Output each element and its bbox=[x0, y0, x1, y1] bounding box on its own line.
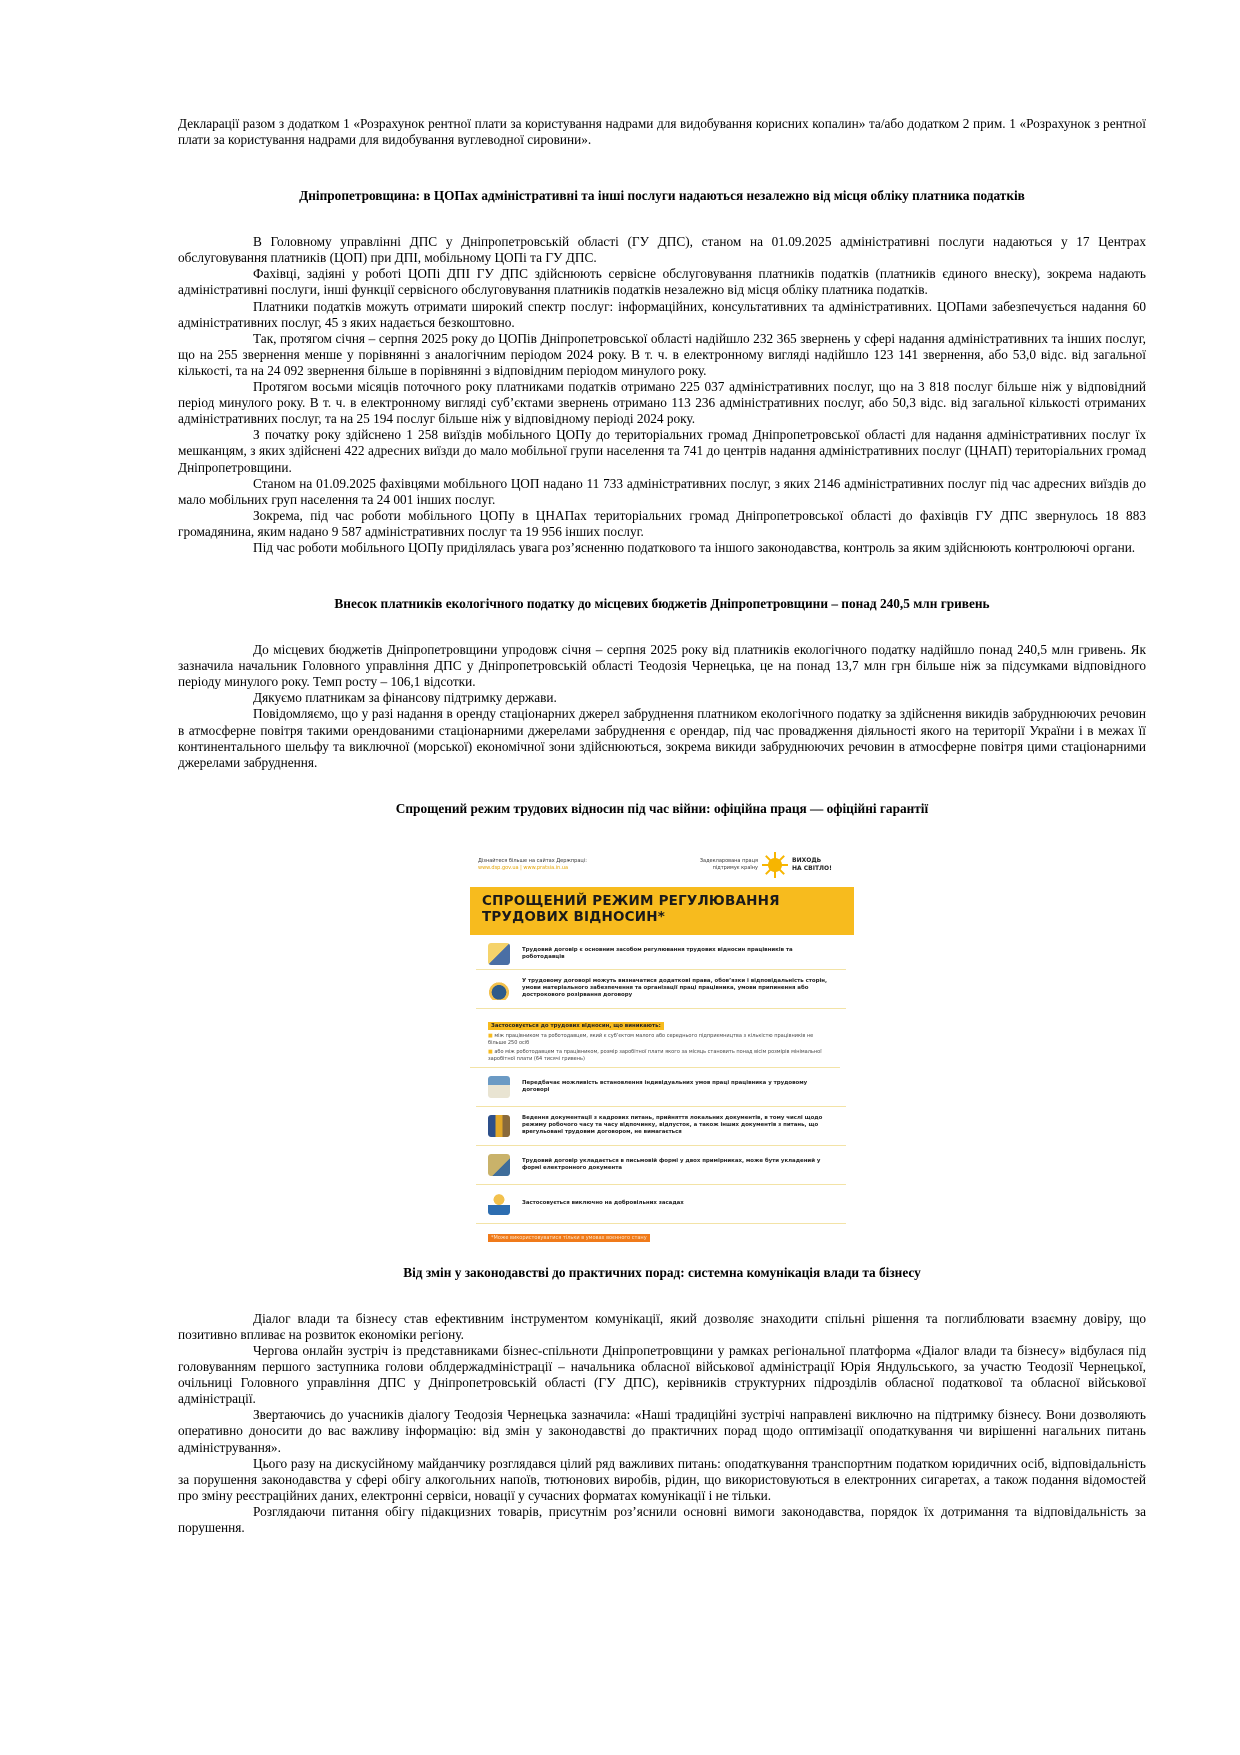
infographic-item: Ведення документації з кадрових питань, прийняття локальних документів, в тому числі щодо режиму робочого часу та часу відпочинку, відпусток, а також інших документів з питань, що врегульовані трудовим договором, не вимагається bbox=[476, 1107, 846, 1146]
paragraph: Діалог влади та бізнесу став ефективним інструментом комунікації, який дозволяє знаходити спільні рішення та поглиблювати взаємну довіру, що позитивно впливає на розвиток економіки регіону. bbox=[178, 1310, 1146, 1342]
website-links: www.dsp.gov.ua | www.pratsia.in.ua bbox=[478, 864, 569, 871]
infographic-item: Передбачає можливість встановлення індивідуальних умов праці працівника у трудовому договорі bbox=[476, 1068, 846, 1107]
paragraph: Під час роботи мобільного ЦОПу приділялась увага роз’ясненню податкового та іншого законодавства, контроль за яким здійснюють контролюючі органи. bbox=[253, 539, 1136, 555]
sun-icon bbox=[762, 852, 788, 878]
infographic-header bbox=[470, 843, 854, 887]
section-cop-body bbox=[178, 234, 1146, 556]
section-eco-tax-body bbox=[178, 642, 1146, 771]
banner-title: ТРУДОВИХ ВІДНОСИН* bbox=[482, 908, 665, 925]
paragraph: До місцевих бюджетів Дніпропетровщини упродовж січня – серпня 2025 року від платників екологічного податку надійшло понад 240,5 млн гривень. Як зазначила начальник Головного управління ДПС у Дніпропетровській області Теодозія Чернецька, це на понад 13,7 млн грн більше ніж за підсумками відповідного періоду минулого року. Темп росту – 106,1 відсотки. bbox=[178, 642, 1146, 690]
applies-item: ■ між працівником та роботодавцем, який є суб’єктом малого або середнього підприємництва з кількістю працівників не більше 250 осіб bbox=[488, 1032, 814, 1046]
applies-block bbox=[470, 1009, 840, 1068]
contract-icon bbox=[488, 943, 510, 965]
paragraph: Так, протягом січня – серпня 2025 року до ЦОПів Дніпропетровської області надійшло 232 365 звернень у сфері надання адміністративних та інших послуг, що на 255 звернення менше у порівнянні з аналогічним періодом 2024 року. В т. ч. в електронному вигляді надійшло 123 141 звернення, або 53,0 відс. від загальної кількості, та на 24 092 звернення більше в порівнянні з відповідним періодом минулого року. bbox=[178, 330, 1146, 378]
paragraph: В Головному управлінні ДПС у Дніпропетровській області (ГУ ДПС), станом на 01.09.2025 адміністративні послуги надаються у 17 Центрах обслуговування платників (ЦОП) при ДПІ, мобільному ЦОПі та ГУ ДПС. bbox=[178, 234, 1146, 266]
section-title-labor: Спрощений режим трудових відносин під час війни: офіційна праця — офіційні гарантії bbox=[395, 800, 929, 816]
paragraph: Платники податків можуть отримати широкий спектр послуг: інформаційних, консультативних та адміністративних. ЦОПами забезпечується надання 60 адміністративних послуг, 45 з яких надається безкоштовно. bbox=[178, 298, 1146, 330]
slogan-line: підтримує країну bbox=[712, 864, 758, 871]
section-title-eco-tax: Внесок платників екологічного податку до місцевих бюджетів Дніпропетровщини – понад 240,5 млн гривень bbox=[334, 596, 990, 612]
slogan-line: Задекларована праця bbox=[699, 857, 758, 864]
paragraph: Протягом восьми місяців поточного року платниками податків отримано 225 037 адміністративних послуг, що на 3 818 послуг більше ніж у відповідний період минулого року. В т. ч. в електронному вигляді суб’єктами звернень отримано 113 236 адміністративних послуг, або 50,3 відс. від загальної кількості отриманих адміністративних послуг, та на 25 194 послуг більше ніж у відповідному періоді 2024 року. bbox=[178, 379, 1146, 427]
signing-icon bbox=[488, 1154, 510, 1176]
paragraph: Зокрема, під час роботи мобільного ЦОПу в ЦНАПах територіальних громад Дніпропетровської області до фахівців ГУ ДПС звернулось 18 883 громадянина, яким надано 9 587 адміністративних послуг та 19 956 інших послуг. bbox=[178, 507, 1146, 539]
exit-slogan: НА СВІТЛО! bbox=[792, 864, 832, 872]
paragraph: Фахівці, задіяні у роботі ЦОПі ДПІ ГУ ДПС здійснюють сервісне обслуговування платників податків (платників єдиного внеску), зокрема надають адміністративні послуги, інші функції сервісного обслуговування платників податків незалежно від місця обліку платника податків. bbox=[178, 266, 1146, 298]
paragraph: Дякуємо платникам за фінансову підтримку держави. bbox=[253, 690, 557, 706]
infographic-banner bbox=[470, 887, 854, 935]
infographic-item: Трудовий договір є основним засобом регулювання трудових відносин працівників та роботодавців bbox=[476, 939, 846, 970]
paragraph: Звертаючись до учасників діалогу Теодозія Чернецька зазначила: «Наші традиційні зустрічі направлені виключно на підтримку бізнесу. Вони дозволяють оперативно доносити до вас важливу інформацію: від змін у законодавстві до практичних порад щодо оптимізації оподаткування чи вирішенні нагальних питань адміністрування». bbox=[178, 1407, 1146, 1455]
paragraph: Цього разу на дискусійному майданчику розглядався цілий ряд важливих питань: оподаткування транспортним податком юридичних осіб, відповідальність за порушення законодавства у сфері обігу алкогольних напоїв, тютюнових виробів, рідин, що використовуються в електронних сигаретах, а також подання відомостей про зміну реєстраційних даних, електронні сервіси, новації у сучасних форматах комунікації і не тільки. bbox=[178, 1455, 1146, 1503]
infographic bbox=[470, 843, 854, 1243]
section-title-cop: Дніпропетровщина: в ЦОПах адміністративні та інші послуги надаються незалежно від місця обліку платника податків bbox=[299, 188, 1025, 204]
worker-icon bbox=[488, 1193, 510, 1215]
infographic-footnote: *Може використовуватися тільки в умовах воєнного стану bbox=[488, 1234, 650, 1242]
binders-icon bbox=[488, 1115, 510, 1137]
applies-title: Застосовується до трудових відносин, що виникають: bbox=[488, 1022, 664, 1030]
intro-paragraph: Декларації разом з додатком 1 «Розрахунок рентної плати за користування надрами для видобування корисних копалин» та/або додатком 2 прим. 1 «Розрахунок з рентної плати за користування надрами для видобування вуглеводної сировини». bbox=[178, 116, 1146, 148]
paragraph: Повідомляємо, що у разі надання в оренду стаціонарних джерел забруднення платником екологічного податку за здійснення викидів забруднюючих речовин в атмосферне повітря такими орендованими стаціонарними джерелами забруднення є орендар, під час провадження діяльності якого на території України і в межах її континентального шельфу та виключної (морської) економічної зони здійснюються, зокрема викиди забруднюючих речовин в атмосферне повітря цими стаціонарними джерелами забруднення. bbox=[178, 706, 1146, 770]
section-dialogue-body bbox=[178, 1311, 1146, 1536]
section-title-dialogue: Від змін у законодавстві до практичних порад: системна комунікація влади та бізнесу bbox=[403, 1264, 921, 1280]
more-info-text: Дізнайтеся більше на сайтах Держпраці: bbox=[478, 857, 587, 864]
paragraph: З початку року здійснено 1 258 виїздів мобільного ЦОПу до територіальних громад Дніпропетровської області для надання адміністративних послуг їх мешканцям, з яких здійснені 422 адресних виїзди до мало мобільної групи населення та 741 до центрів надання адміністративних послуг (ЦНАП) територіальних громад Дніпропетровщини. bbox=[178, 427, 1146, 475]
paragraph: Чергова онлайн зустріч із представниками бізнес-спільноти Дніпропетровщини у рамках регіональної платформа «Діалог влади та бізнесу» відбулася під головуванням першого заступника голови облдержадміністрації – начальника обласної військової адміністрації Юрія Яндульського, за участю Теодозії Чернецької, очільниці Головного управління ДПС у Дніпропетровській області (ГУ ДПС), керівників структурних підрозділів обласної податкової та обласної військової адміністрації. bbox=[178, 1343, 1146, 1407]
infographic-item: Трудовий договір укладається в письмовій формі у двох примірниках, може бути укладений у формі електронного документа bbox=[476, 1146, 846, 1185]
paragraph: Станом на 01.09.2025 фахівцями мобільного ЦОП надано 11 733 адміністративних послуг, з яких 2146 адміністративних послуг під час адресних виїздів до мало мобільних груп населення та 24 001 інших послуг. bbox=[178, 475, 1146, 507]
people-ideas-icon bbox=[488, 978, 510, 1000]
infographic-item: Застосовується виключно на добровільних засадах bbox=[476, 1185, 846, 1224]
exit-slogan: ВИХОДЬ bbox=[792, 856, 822, 864]
document-page bbox=[178, 116, 1146, 1536]
banner-title: СПРОЩЕНИЙ РЕЖИМ РЕГУЛЮВАННЯ bbox=[482, 892, 780, 909]
paragraph: Розглядаючи питання обігу підакцизних товарів, присутнім роз’яснили основні вимоги законодавства, порядок їх дотримання та відповідальність за порушення. bbox=[178, 1503, 1146, 1536]
document-icon bbox=[488, 1076, 510, 1098]
applies-item: ■ або між роботодавцем та працівником, розмір заробітної плати якого за місяць становить понад вісім розмірів мінімальної заробітної плати (64 тисячі гривень) bbox=[488, 1048, 822, 1062]
infographic-item: У трудовому договорі можуть визначатися додаткові права, обов’язки і відповідальність сторін, умови матеріального забезпечення та організації праці працівника, умови припинення або дострокового розірвання договору bbox=[476, 970, 846, 1009]
